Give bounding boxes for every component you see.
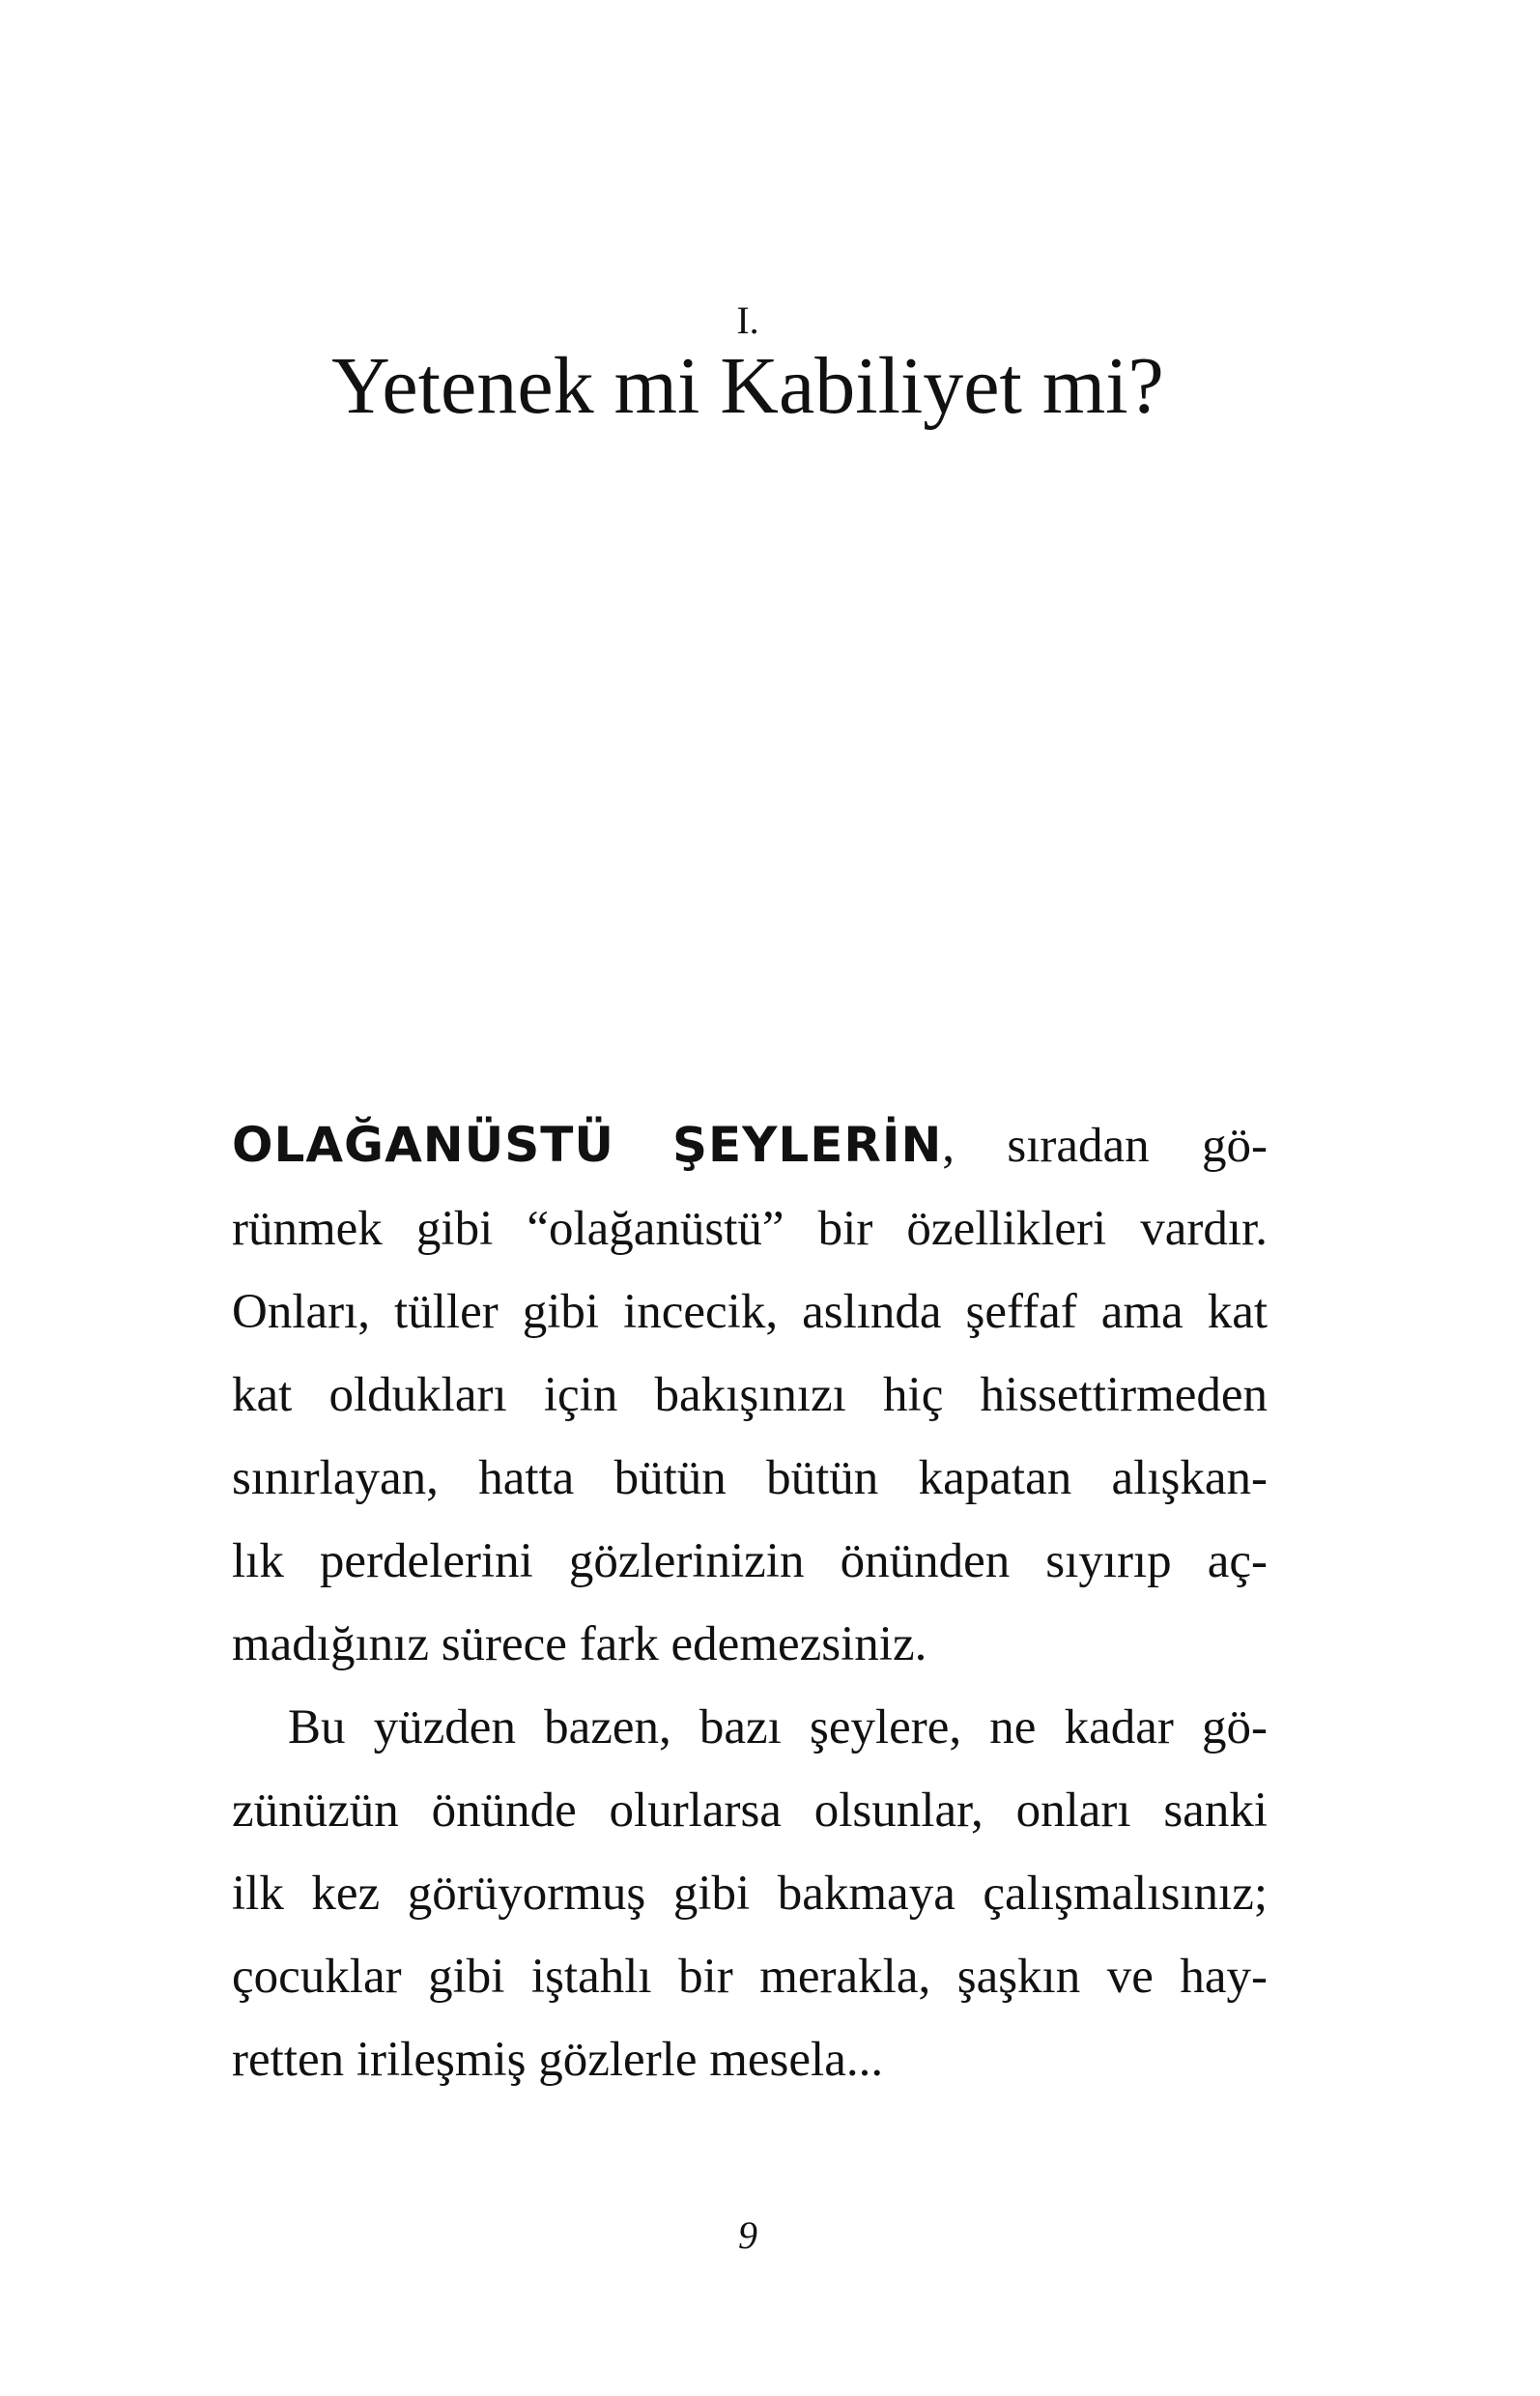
paragraph-line: rünmek gibi “olağanüstü” bir özellikleri vardır. bbox=[232, 1202, 1268, 1256]
paragraph-2 bbox=[232, 1686, 1268, 2101]
page-number: 9 bbox=[738, 2213, 757, 2257]
paragraph-line: Onları, tüller gibi incecik, aslında şeffaf ama kat bbox=[232, 1285, 1268, 1339]
first-line-rest: , sıradan gö- bbox=[942, 1119, 1268, 1173]
paragraph-line: zünüzün önünde olurlarsa olsunlar, onları sanki bbox=[232, 1783, 1268, 1838]
paragraph-line bbox=[232, 1103, 1268, 1187]
paragraph-line: kat oldukları için bakışınızı hiç hissettirmeden bbox=[232, 1368, 1268, 1422]
paragraph-line: sınırlayan, hatta bütün bütün kapatan alışkan- bbox=[232, 1451, 1268, 1505]
lead-caps: OLAĞANÜSTÜ ŞEYLERİN bbox=[232, 1117, 943, 1173]
paragraph-line: madığınız sürece fark edemezsiniz. bbox=[232, 1617, 927, 1671]
paragraph-1 bbox=[232, 1103, 1268, 1686]
chapter-number: I. bbox=[736, 299, 759, 342]
paragraph-line: lık perdelerini gözlerinizin önünden sıyırıp aç- bbox=[232, 1534, 1268, 1588]
paragraph-line: ilk kez görüyormuş gibi bakmaya çalışmalısınız; bbox=[232, 1867, 1268, 1921]
chapter-title: Yetenek mi Kabiliyet mi? bbox=[331, 341, 1164, 431]
paragraph-line: retten irileşmiş gözlerle mesela... bbox=[232, 2033, 884, 2087]
paragraph-line: Bu yüzden bazen, bazı şeylere, ne kadar gö- bbox=[288, 1700, 1268, 1754]
paragraph-line: çocuklar gibi iştahlı bir merakla, şaşkın ve hay- bbox=[232, 1950, 1268, 2004]
